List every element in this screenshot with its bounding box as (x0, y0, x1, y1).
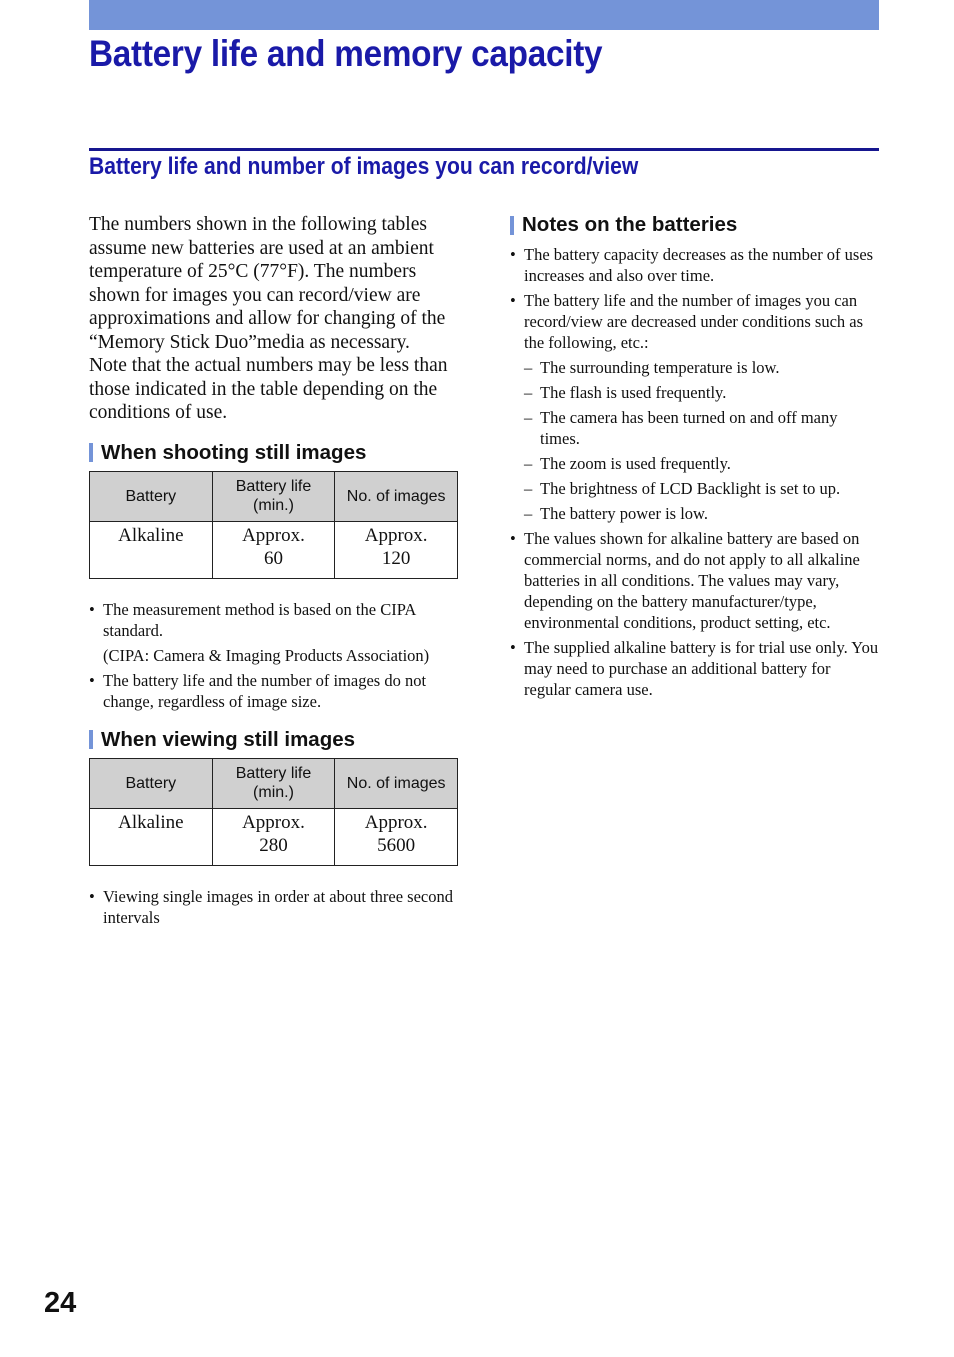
col-header-battery-life: Battery life (min.) (212, 471, 335, 521)
list-item: • The supplied alkaline battery is for trial use only. You may need to purchase an additional battery for regular camera use. (510, 637, 880, 700)
col-header-battery: Battery (90, 471, 213, 521)
section-title: Battery life and number of images you can record/view (89, 153, 639, 180)
col-header-images: No. of images (335, 471, 458, 521)
shooting-heading-label: When shooting still images (101, 440, 367, 464)
list-item (89, 599, 459, 666)
shooting-heading (89, 441, 459, 465)
battery-notes (510, 244, 880, 700)
cell-image-count: Approx. 5600 (335, 808, 458, 865)
batteries-heading-label: Notes on the batteries (522, 213, 738, 236)
condition-item: – The flash is used frequently. (510, 382, 880, 403)
col-header-battery: Battery (90, 758, 213, 808)
cell-battery-type: Alkaline (90, 521, 213, 578)
viewing-heading (89, 728, 459, 752)
list-item: • The values shown for alkaline battery are based on commercial norms, and do not apply to all alkaline batteries in all conditions. The values may vary, depending on the battery manufacturer/type, environmental conditions, product setting, etc. (510, 528, 880, 633)
intro-paragraph: The numbers shown in the following tables assume new batteries are used at an ambient temperature of 25°C (77°F). The numbers shown for images you can record/view are approximations and allow for changing of the “Memory Stick Duo”media as necessary. (89, 214, 446, 353)
page-title: Battery life and memory capacity (89, 33, 603, 74)
cell-image-count: Approx. 120 (335, 521, 458, 578)
note-text: The battery life and the number of images you can record/view are decreased under conditions such as the following, etc.: (524, 291, 864, 352)
viewing-notes (89, 886, 459, 928)
condition-item: – The surrounding temperature is low. (510, 357, 880, 378)
cell-battery-life: Approx. 280 (212, 808, 335, 865)
right-column (510, 213, 880, 704)
cell-battery-type: Alkaline (90, 808, 213, 865)
viewing-table (89, 758, 458, 866)
col-header-images: No. of images (335, 758, 458, 808)
table-row (90, 521, 458, 578)
viewing-heading-label: When viewing still images (101, 727, 356, 751)
col-header-battery-life: Battery life (min.) (212, 758, 335, 808)
list-item (510, 290, 880, 524)
condition-list (510, 357, 880, 524)
cell-battery-life: Approx. 60 (212, 521, 335, 578)
shooting-notes (89, 599, 459, 712)
condition-item: – The brightness of LCD Backlight is set to up. (510, 478, 880, 499)
note-subtext: (CIPA: Camera & Imaging Products Association) (103, 645, 430, 665)
condition-item: – The battery power is low. (510, 503, 880, 524)
intro-note: Note that the actual numbers may be less than those indicated in the table depending on the conditions of use. (89, 355, 448, 423)
note-text: The measurement method is based on the CIPA standard. (103, 599, 416, 640)
header-bar (89, 0, 879, 30)
list-item: • The battery capacity decreases as the number of uses increases and also over time. (510, 244, 880, 286)
batteries-heading (510, 213, 880, 237)
table-header-row (90, 758, 458, 808)
section-rule (89, 148, 879, 151)
list-item: • Viewing single images in order at about three second intervals (89, 886, 459, 928)
condition-item: – The zoom is used frequently. (510, 453, 880, 474)
list-item: • The battery life and the number of images do not change, regardless of image size. (89, 670, 459, 712)
left-column (89, 213, 459, 932)
page-number: 24 (44, 1287, 77, 1319)
heading-marker (510, 216, 514, 235)
heading-marker (89, 443, 93, 462)
heading-marker (89, 730, 93, 749)
condition-item: – The camera has been turned on and off many times. (510, 407, 880, 449)
table-header-row (90, 471, 458, 521)
table-row (90, 808, 458, 865)
shooting-table (89, 471, 458, 579)
